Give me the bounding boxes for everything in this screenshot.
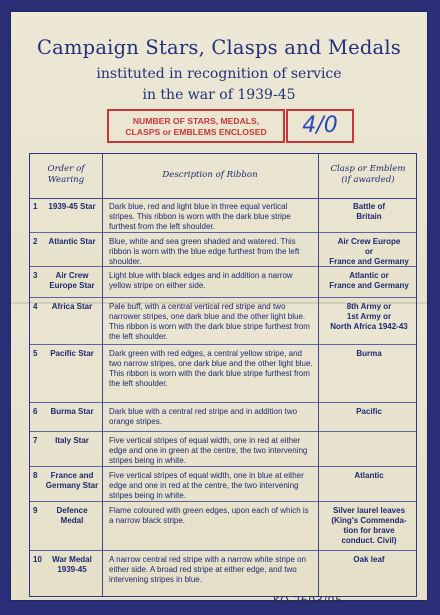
row-number: 2 (33, 237, 38, 246)
clasp-emblem (322, 349, 416, 359)
header-clasp-line-1: Clasp or Emblem (330, 164, 406, 174)
table-row (30, 403, 416, 432)
clasp-line: Battle of (353, 202, 385, 211)
ribbon-description: Dark blue, red and light blue in three equal vertical stripes. This ribbon is worn with the dark blue stripe furthest from the left shoulder. (109, 202, 291, 231)
document-title: Campaign Stars, Clasps and Medals (37, 36, 401, 59)
clasp-line: Britain (356, 212, 382, 221)
clasp-line: conduct. Civil) (341, 536, 397, 545)
medal-name: 1939-45 Star (48, 202, 96, 211)
table-row (30, 345, 416, 403)
medal-name: Air Crew Europe Star (49, 271, 95, 290)
document-subtitle-2: in the war of 1939-45 (142, 87, 296, 103)
clasp-line: Air Crew Europe (337, 237, 401, 246)
header-order-line-2: Wearing (47, 175, 85, 185)
header-order-line-1: Order of (47, 164, 85, 174)
table-row (30, 198, 416, 233)
clasp-emblem (322, 271, 416, 291)
table-row (30, 467, 416, 502)
row-number: 8 (33, 471, 38, 480)
row-number: 3 (33, 271, 38, 280)
medal-name: Atlantic Star (48, 237, 96, 246)
table-row (30, 298, 416, 345)
clasp-line: 8th Army or (346, 302, 392, 311)
ribbon-description: Dark blue with a central red stripe and in addition two orange stripes. (109, 407, 298, 426)
ribbon-description: Five vertical stripes of equal width, one in blue at either edge and one in red at the centre, the two intervening stripes being in white. (109, 471, 304, 500)
header-clasp (320, 164, 416, 186)
medal-name: Italy Star (55, 436, 89, 445)
row-number: 1 (33, 202, 38, 211)
count-label-line-1: NUMBER OF STARS, MEDALS, (132, 116, 260, 126)
row-number: 7 (33, 436, 38, 445)
medal-name: Africa Star (51, 302, 93, 311)
header-clasp-line-2: (if awarded) (341, 175, 395, 185)
header-description: Description of Ribbon (162, 170, 258, 180)
clasp-line: or (365, 247, 373, 256)
table-row (30, 267, 416, 298)
table-row (30, 233, 416, 267)
document-subtitle-1: instituted in recognition of service (96, 66, 342, 82)
row-number: 10 (33, 555, 42, 564)
clasp-line: Atlantic or (349, 271, 389, 280)
clasp-line: France and Germany (329, 257, 409, 266)
row-number: 4 (33, 302, 38, 311)
medal-name: War Medal 1939-45 (52, 555, 92, 574)
clasp-line: 1st Army or (346, 312, 392, 321)
count-label-line-2: CLASPS or EMBLEMS ENCLOSED (125, 127, 267, 137)
count-label-box (107, 109, 285, 143)
medal-name: Burma Star (50, 407, 94, 416)
ribbon-description: A narrow central red stripe with a narrow white stripe on either side. A broad red stripe at either edge, and two intervening stripes in blue. (109, 555, 306, 584)
archive-reference-stamp: KO 2603/05 (273, 594, 343, 607)
clasp-line: Pacific (356, 407, 382, 416)
table-row (30, 432, 416, 467)
ribbon-description: Dark green with red edges, a central yellow stripe, and two narrow stripes, one dark blue and the other light blue. This ribbon is worn with the dark blue stripe furthest from the left shoulder. (109, 349, 313, 388)
ribbon-description: Flame coloured with green edges, upon each of which is a narrow black stripe. (109, 506, 309, 525)
medal-name: France and Germany Star (45, 471, 99, 490)
clasp-line: Oak leaf (353, 555, 385, 564)
clasp-emblem (322, 302, 416, 332)
ribbon-description: Five vertical stripes of equal width, one in red at either edge and one in green at the centre, the two intervening stripes being in white. (109, 436, 308, 465)
ribbon-description: Blue, white and sea green shaded and watered. This ribbon is worn with the blue edge furthest from the left shoulder. (109, 237, 300, 266)
clasp-line: Silver laurel leaves (332, 506, 406, 515)
medal-name: Defence Medal (56, 506, 88, 525)
medal-card (11, 12, 427, 607)
ribbon-description: Light blue with black edges and in addition a narrow yellow stripe on either side. (109, 271, 293, 290)
clasp-emblem (322, 555, 416, 565)
header-order (32, 164, 100, 186)
clasp-emblem (322, 506, 416, 546)
clasp-line: tion for brave (343, 526, 395, 535)
clasp-emblem (322, 237, 416, 267)
ribbon-description: Pale buff, with a central vertical red stripe and two narrower stripes, one dark blue and the other light blue. This ribbon is worn with the dark blue stripe furthest from the left shoulder. (109, 302, 310, 341)
medal-name: Pacific Star (50, 349, 94, 358)
clasp-emblem (322, 407, 416, 417)
clasp-line: France and Germany (329, 281, 409, 290)
medals-table (29, 153, 417, 597)
row-number: 9 (33, 506, 38, 515)
count-handwritten-value: 4/0 (286, 109, 354, 143)
clasp-emblem (322, 202, 416, 222)
table-row (30, 551, 416, 598)
clasp-line: Burma (356, 349, 382, 358)
clasp-line: Atlantic (354, 471, 384, 480)
clasp-line: (King's Commenda- (331, 516, 407, 525)
row-number: 5 (33, 349, 38, 358)
table-row (30, 502, 416, 551)
clasp-line: North Africa 1942-43 (330, 322, 408, 331)
clasp-emblem (322, 471, 416, 481)
row-number: 6 (33, 407, 38, 416)
